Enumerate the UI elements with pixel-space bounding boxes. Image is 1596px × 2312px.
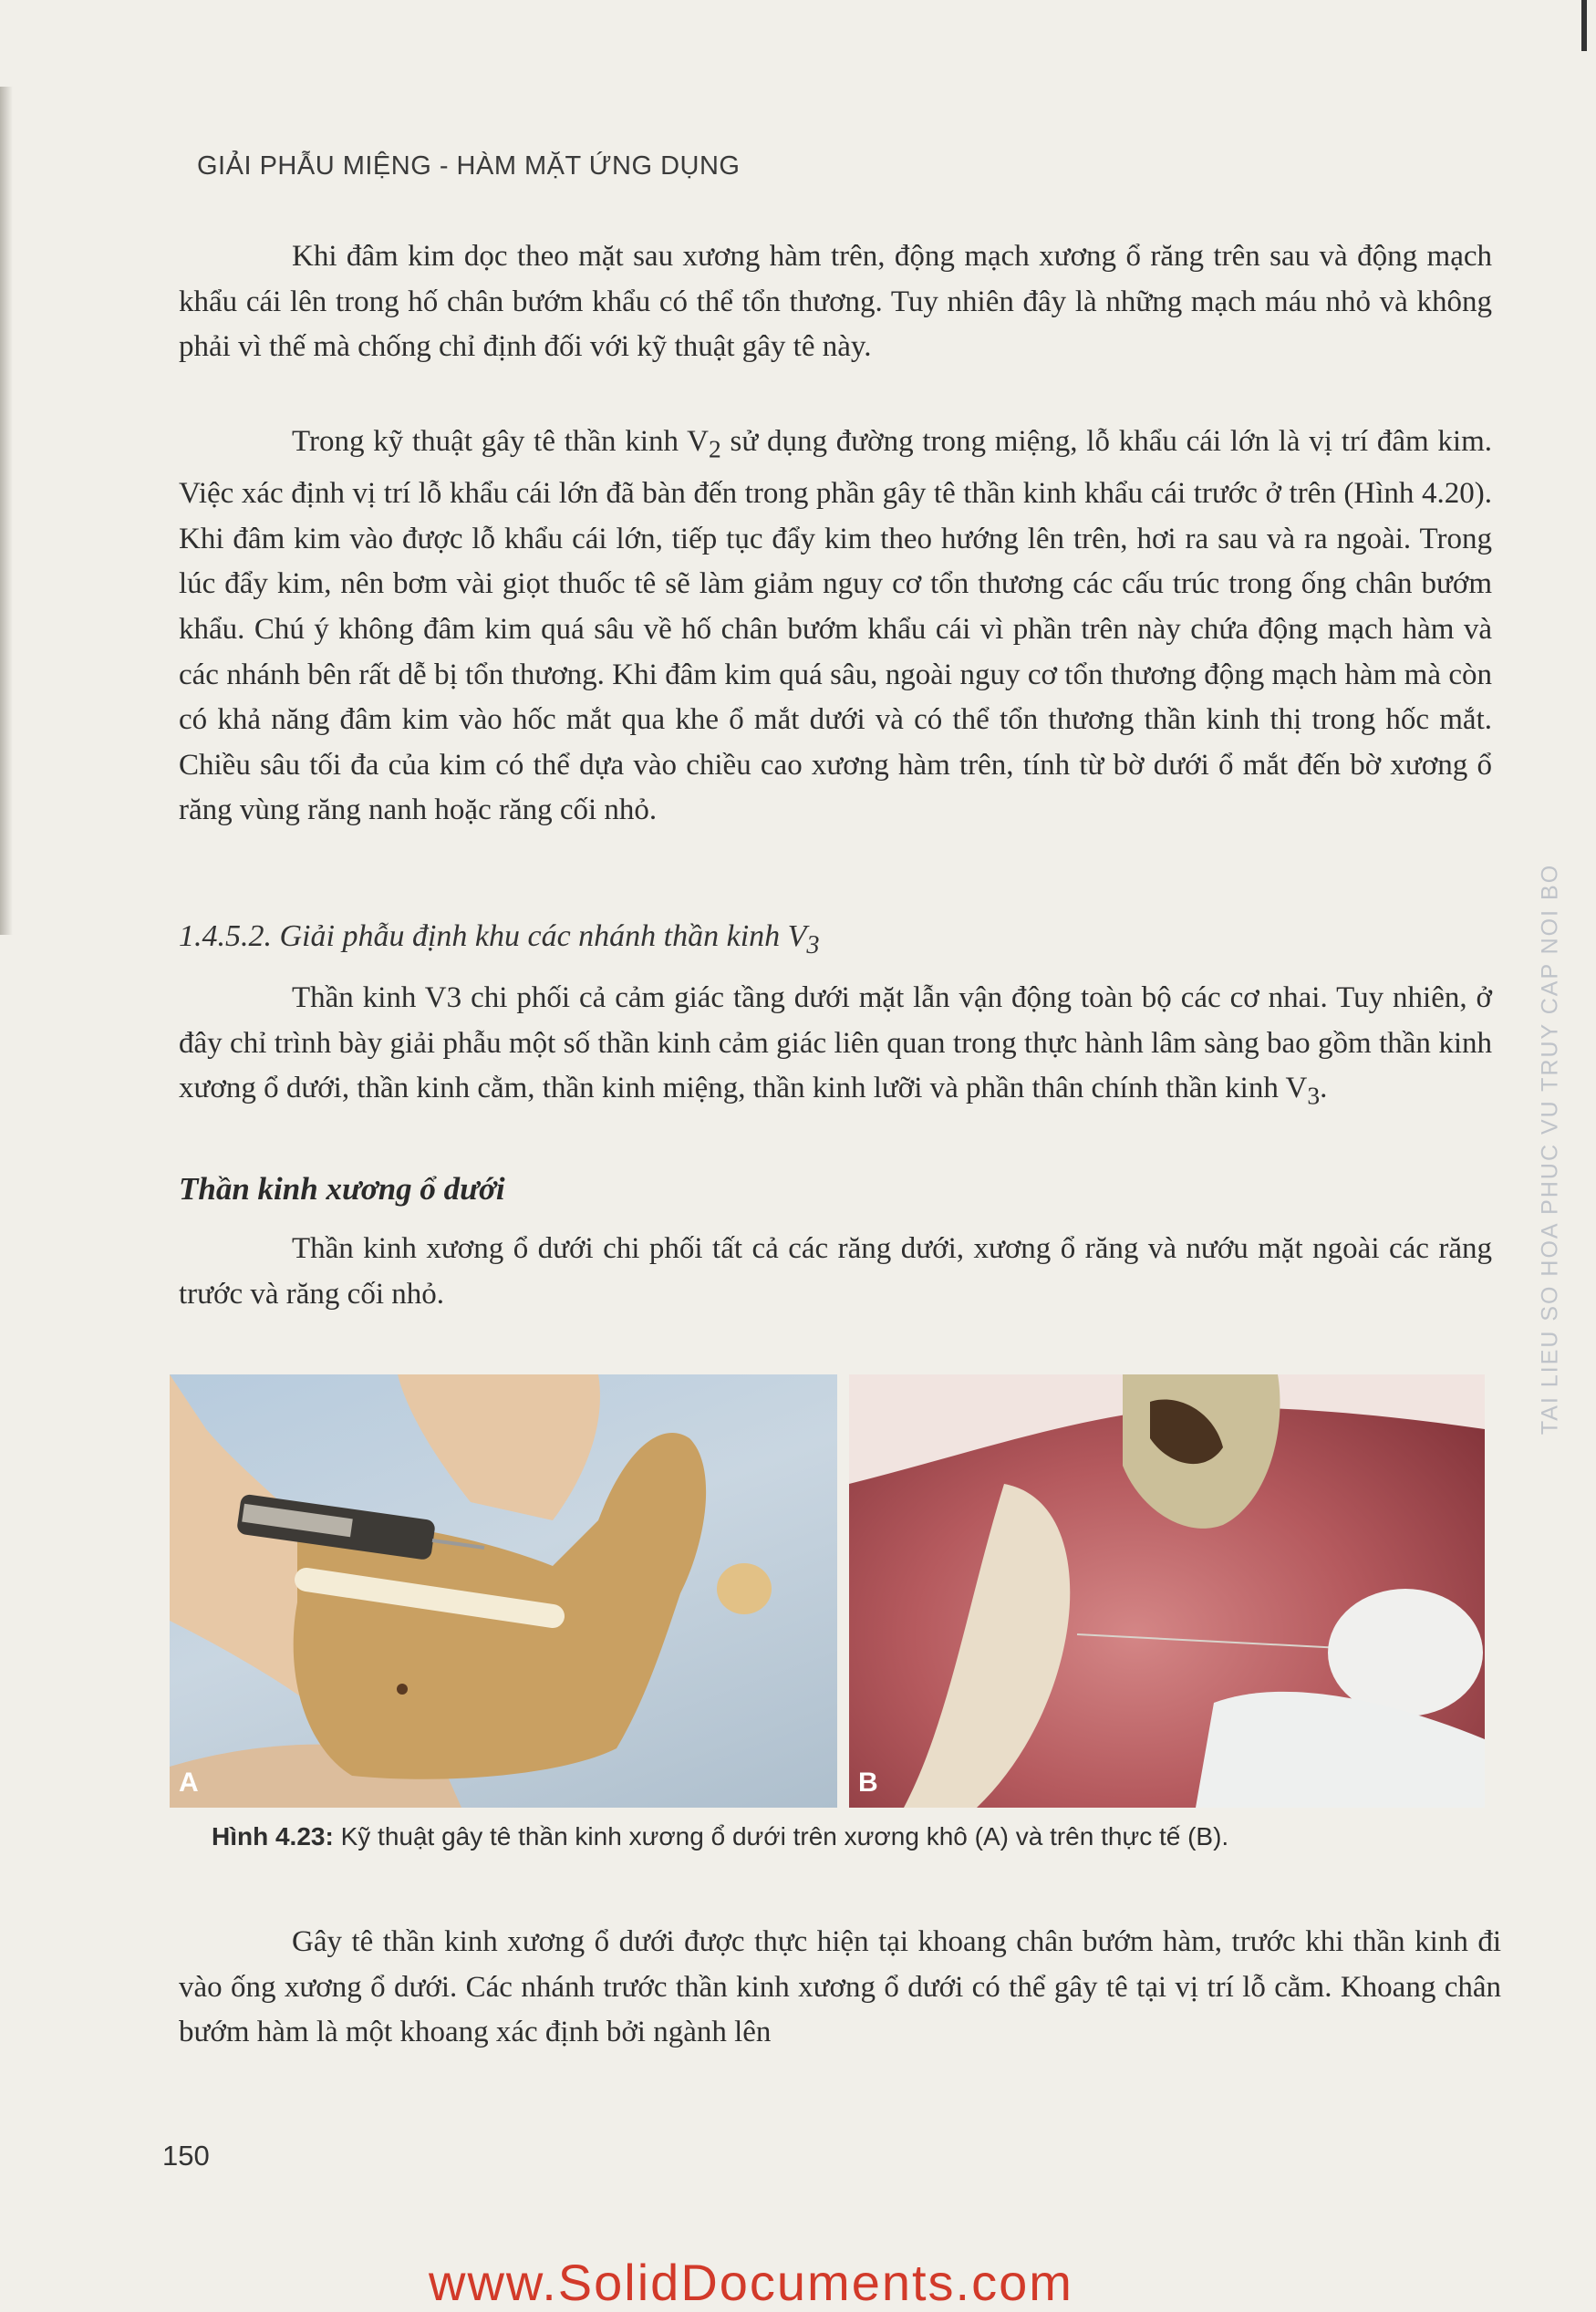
paragraph-3-text-a: Thần kinh V3 chi phối cả cảm giác tầng dưới mặt lẫn vận động toàn bộ các cơ nhai. Tuy nhiên, ở đây chỉ trình bày giải phẫu một số thần kinh cảm giác liên quan trong thực hành lâm sàng bao gồm thần kinh xương ổ dưới, thần kinh cằm, thần kinh miệng, thần kinh lưỡi và phần thân chính thần kinh V (179, 981, 1492, 1105)
paragraph-1-block (179, 234, 1492, 370)
section-heading-block (179, 919, 1492, 960)
paragraph-3-subscript: 3 (1307, 1081, 1321, 1110)
injection-needle (1077, 1634, 1342, 1648)
paragraph-2-text-a: Trong kỹ thuật gây tê thần kinh V (292, 425, 709, 458)
mental-foramen (397, 1684, 408, 1695)
page-edge-shadow (0, 87, 13, 935)
paragraph-3-text-b: . (1320, 1072, 1328, 1105)
paragraph-3 (179, 976, 1492, 1118)
subsection-heading: Thần kinh xương ổ dưới (179, 1171, 505, 1207)
clinical-mouth-illustration (849, 1374, 1485, 1808)
condyle-fragment (717, 1563, 772, 1614)
paragraph-2-text-b: sử dụng đường trong miệng, lỗ khẩu cái lớn là vị trí đâm kim. Việc xác định vị trí lỗ khẩu cái lớn đã bàn đến trong phần gây tê thần kinh khẩu cái trước ở trên (Hình 4.20). Khi đâm kim vào được lỗ khẩu cái lớn, tiếp tục đẩy kim theo hướng lên trên, hơi ra sau và ra ngoài. Trong lúc đẩy kim, nên bơm vài giọt thuốc tê sẽ làm giảm nguy cơ tổn thương các cấu trúc trong ống chân bướm khẩu. Chú ý không đâm kim quá sâu về hố chân bướm khẩu cái vì phần trên này chứa động mạch hàm và các nhánh bên rất dễ bị tổn thương. Khi đâm kim quá sâu, ngoài nguy cơ tổn thương động mạch hàm mà còn có khả năng đâm kim vào hốc mắt qua khe ổ mắt dưới và có thể tổn thương thần kinh thị trong hốc mắt. Chiều sâu tối đa của kim có thể dựa vào chiều cao xương hàm trên, tính từ bờ dưới ổ mắt đến bờ xương ổ răng vùng răng nanh hoặc răng cối nhỏ. (179, 425, 1492, 827)
scan-corner-mark (1581, 0, 1587, 51)
footer-link-text[interactable]: www.SolidDocuments.com (429, 2254, 1073, 2311)
section-heading-subscript: 3 (806, 930, 820, 959)
gloved-hand-top (398, 1374, 600, 1520)
paragraph-5-block (179, 1920, 1501, 2056)
section-heading-text: 1.4.5.2. Giải phẫu định khu các nhánh thần kinh V (179, 919, 807, 953)
paragraph-5: Gây tê thần kinh xương ổ dưới được thực hiện tại khoang chân bướm hàm, trước khi thần kinh đi vào ống xương ổ dưới. Các nhánh trước thần kinh xương ổ dưới có thể gây tê tại vị trí lỗ cằm. Khoang chân bướm hàm là một khoang xác định bởi ngành lên (179, 1925, 1501, 2049)
paragraph-2 (179, 420, 1492, 834)
figure-caption-text: Kỹ thuật gây tê thần kinh xương ổ dưới trên xương khô (A) và trên thực tế (B). (333, 1822, 1229, 1851)
paragraph-4-block (179, 1227, 1492, 1317)
dry-mandible-illustration (170, 1374, 837, 1808)
figure-caption-label: Hình 4.23: (212, 1822, 334, 1851)
paragraph-1: Khi đâm kim dọc theo mặt sau xương hàm trên, động mạch xương ổ răng trên sau và động mạch khẩu cái lên trong hố chân bướm khẩu có thể tổn thương. Tuy nhiên đây là những mạch máu nhỏ và không phải vì thế mà chống chỉ định đối với kỹ thuật gây tê này. (179, 240, 1492, 364)
syringe-tip (1328, 1589, 1483, 1716)
section-heading (179, 919, 1492, 960)
paragraph-3-block (179, 976, 1492, 1118)
figure-caption (212, 1822, 1228, 1851)
retracted-lip (904, 1484, 1070, 1808)
paragraph-2-block (179, 420, 1492, 834)
dry-mandible-photo (170, 1374, 837, 1808)
photo-a-label: A (179, 1768, 199, 1798)
subsection-heading-block (179, 1171, 1492, 1208)
paragraph-4: Thần kinh xương ổ dưới chi phối tất cả các răng dưới, xương ổ răng và nướu mặt ngoài các răng trước và răng cối nhỏ. (179, 1232, 1492, 1311)
figure-4-23 (170, 1374, 1485, 1808)
footer-link-clipped[interactable] (429, 2245, 1158, 2311)
paragraph-2-subscript: 2 (709, 434, 721, 463)
photo-b-label: B (858, 1768, 878, 1798)
page-number: 150 (162, 2140, 210, 2172)
running-header: GIẢI PHẪU MIỆNG - HÀM MẶT ỨNG DỤNG (197, 151, 741, 181)
side-watermark: TAI LIEU SO HOA PHUC VU TRUY CAP NOI BO (1537, 863, 1563, 1436)
clinical-mouth-photo (849, 1374, 1485, 1808)
